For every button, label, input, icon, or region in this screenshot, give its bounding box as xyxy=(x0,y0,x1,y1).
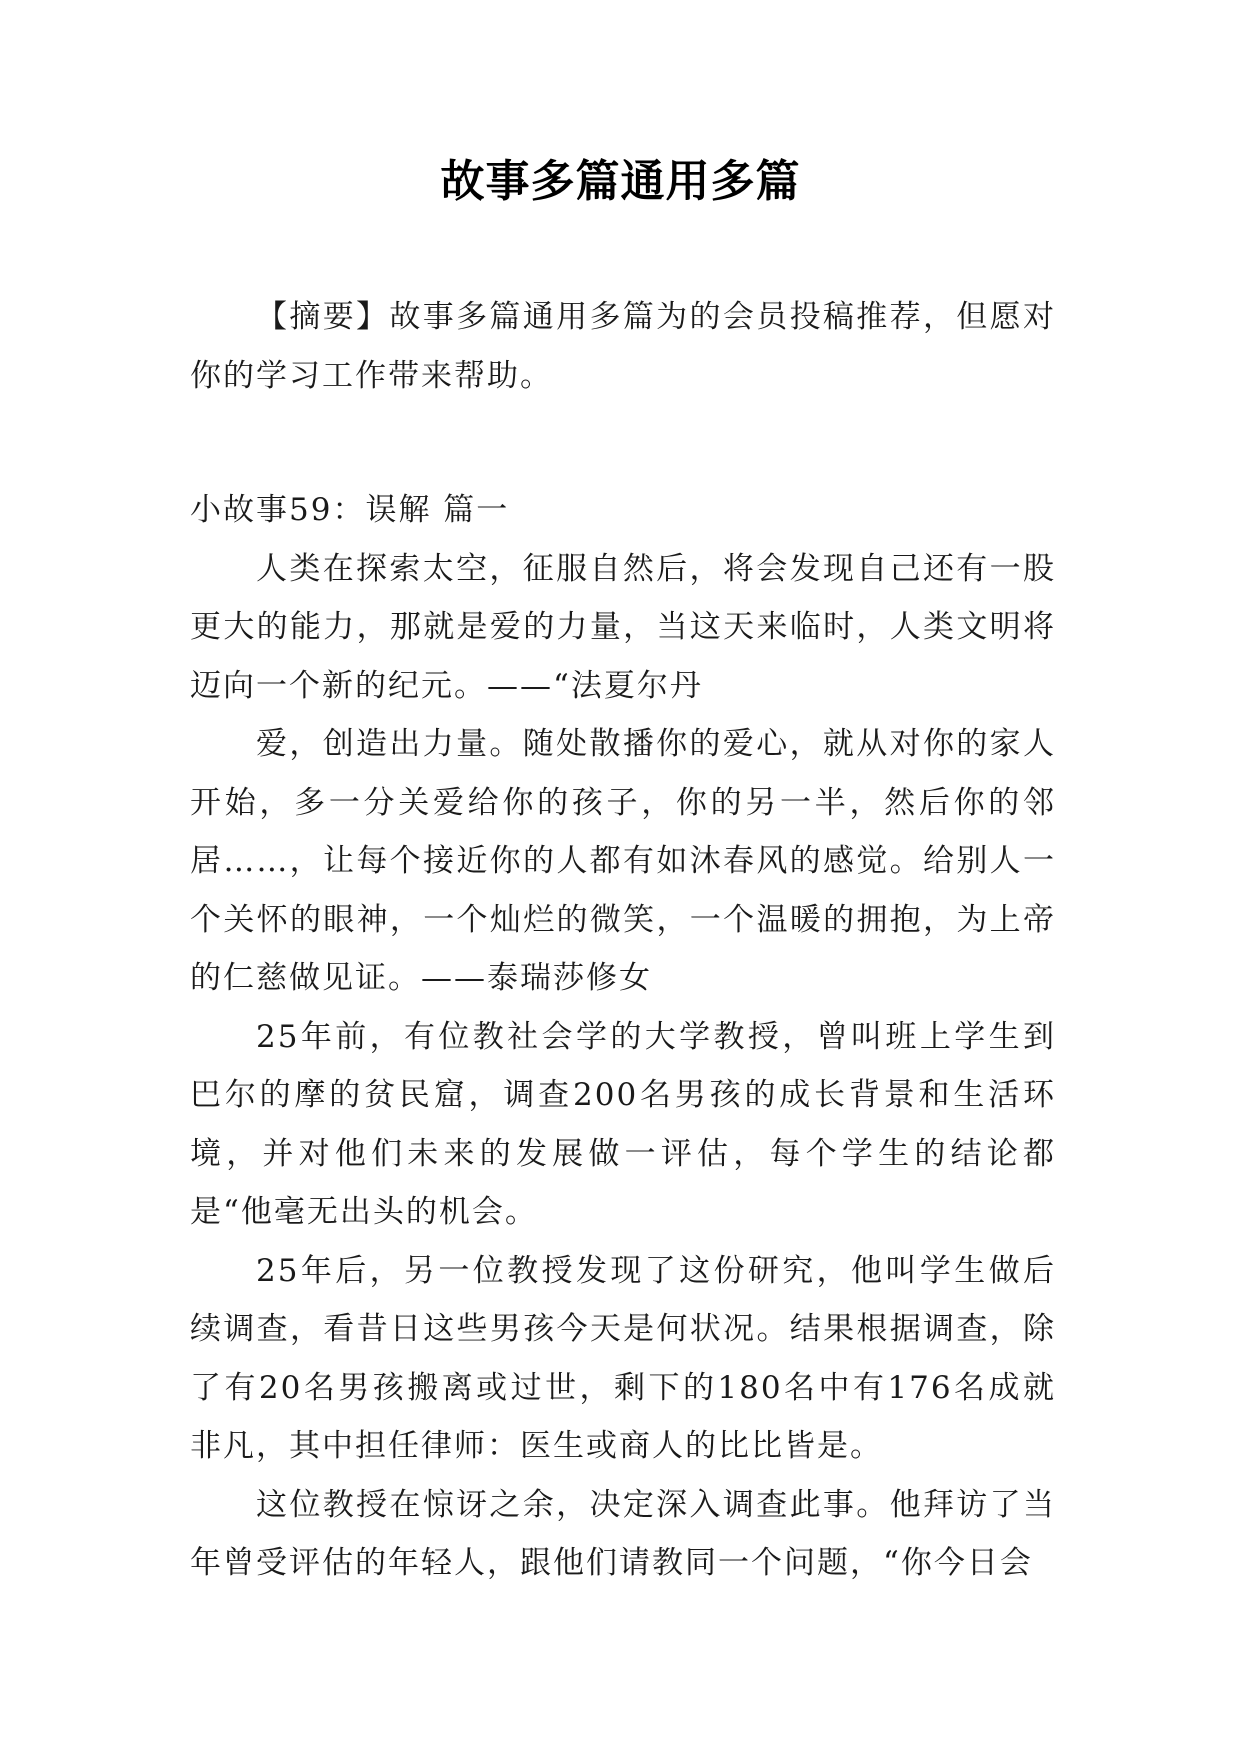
document-title: 故事多篇通用多篇 xyxy=(440,156,801,207)
body-paragraph-4: 25年后，另一位教授发现了这份研究，他叫学生做后续调查，看昔日这些男孩今天是何状况。结果根据调查，除了有20名男孩搬离或过世，剩下的180名中有176名成就非凡，其中担任律师：医生或商人的比比皆是。 xyxy=(190,1252,1056,1464)
body-paragraph-2: 爱，创造出力量。随处散播你的爱心，就从对你的家人开始，多一分关爱给你的孩子，你的另一半，然后你的邻居……，让每个接近你的人都有如沐春风的感觉。给别人一个关怀的眼神，一个灿烂的微笑，一个温暖的拥抱，为上帝的仁慈做见证。——泰瑞莎修女 xyxy=(190,726,1056,996)
body-paragraph-3: 25年前，有位教社会学的大学教授，曾叫班上学生到巴尔的摩的贫民窟，调查200名男孩的成长背景和生活环境，并对他们未来的发展做一评估，每个学生的结论都是“他毫无出头的机会。 xyxy=(190,1018,1056,1230)
section-heading: 小故事59：误解 篇一 xyxy=(190,492,510,528)
abstract-paragraph: 【摘要】故事多篇通用多篇为的会员投稿推荐，但愿对你的学习工作带来帮助。 xyxy=(190,299,1056,394)
document-body xyxy=(190,288,1056,1593)
body-paragraph-1: 人类在探索太空，征服自然后，将会发现自己还有一股更大的能力，那就是爱的力量，当这天来临时，人类文明将迈向一个新的纪元。——“法夏尔丹 xyxy=(190,550,1056,704)
body-paragraph-5: 这位教授在惊讶之余，决定深入调查此事。他拜访了当年曾受评估的年轻人，跟他们请教同一个问题，“你今日会 xyxy=(190,1486,1056,1581)
